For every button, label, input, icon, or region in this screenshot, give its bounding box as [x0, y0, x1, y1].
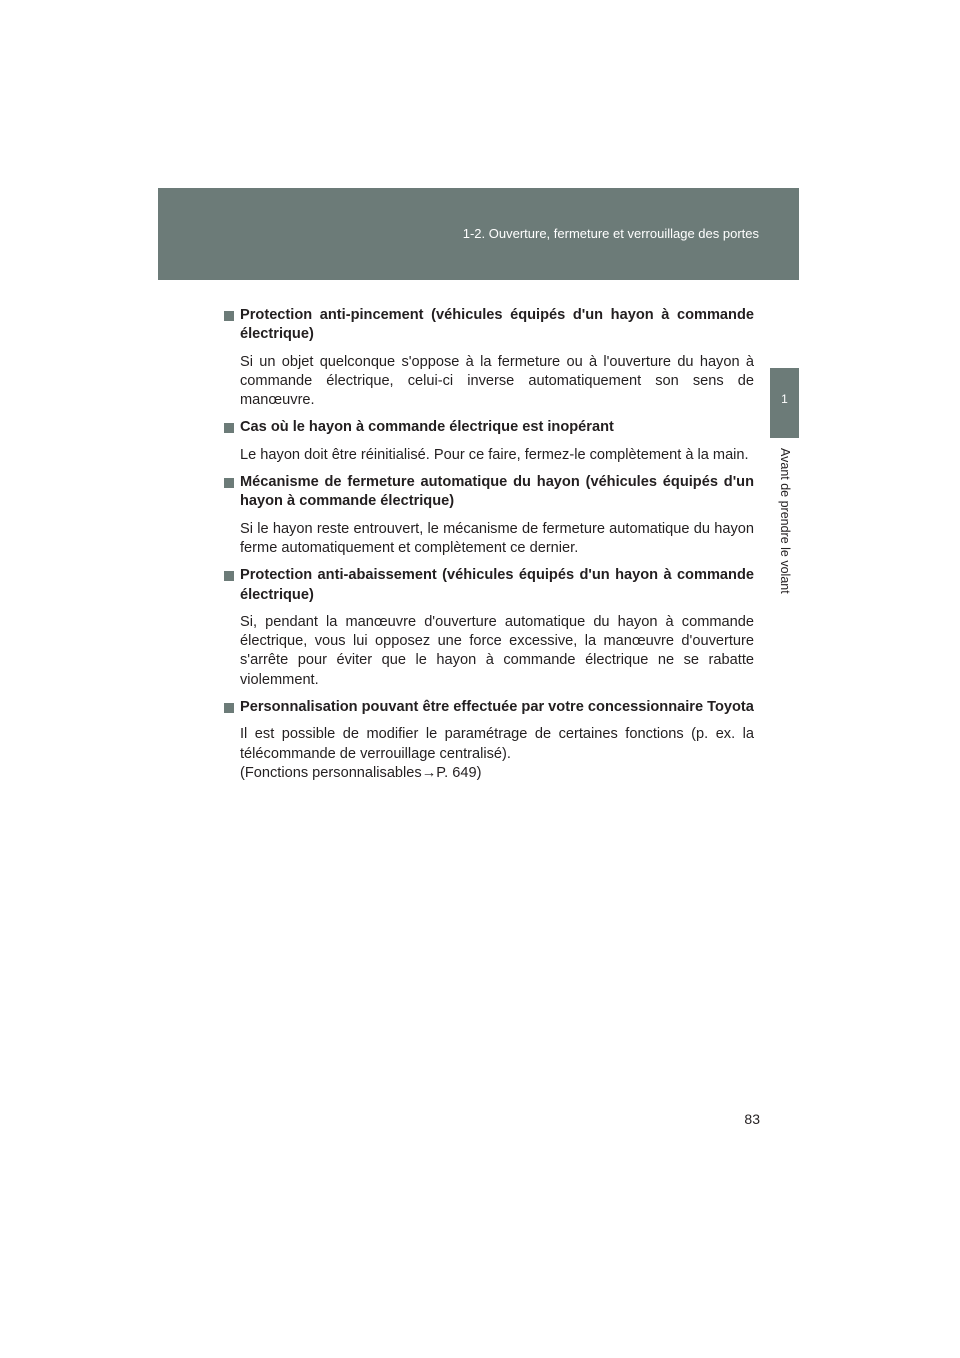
section-heading-text: Protection anti-pincement (véhicules équipés d'un hayon à commande électrique): [240, 307, 754, 343]
chapter-side-label-text: Avant de prendre le volant: [778, 448, 792, 594]
section-body: [224, 353, 754, 411]
section-heading-text: Cas où le hayon à commande électrique est inopérant: [240, 419, 614, 436]
square-bullet-icon: [224, 423, 234, 433]
section-body: [224, 613, 754, 690]
header-band: [158, 188, 799, 280]
section-customization: [224, 698, 754, 783]
section-anti-drop: [224, 566, 754, 690]
chapter-tab: [770, 368, 799, 438]
section-heading-text: Personnalisation pouvant être effectuée par votre concessionnaire Toyota: [240, 699, 754, 716]
section-body-text: Si, pendant la manœuvre d'ouverture automatique du hayon à commande électrique, vous lui opposez une force excessive, la manœuvre d'ouverture s'arrête pour éviter que le hayon à commande électrique ne se rabatte violemment.: [240, 613, 754, 688]
section-heading-text: Mécanisme de fermeture automatique du hayon (véhicules équipés d'un hayon à commande électrique): [240, 474, 754, 510]
chapter-title: 1-2. Ouverture, fermeture et verrouillage des portes: [462, 226, 759, 241]
square-bullet-icon: [224, 478, 234, 488]
page-reference: (Fonctions personnalisables→P. 649): [240, 764, 482, 781]
chapter-number: 1: [781, 392, 788, 406]
section-body: [224, 520, 754, 559]
section-heading: [224, 473, 754, 512]
section-heading-text: Protection anti-abaissement (véhicules équipés d'un hayon à commande électrique): [240, 567, 754, 603]
page-content: [224, 306, 754, 791]
square-bullet-icon: [224, 703, 234, 713]
section-auto-close: [224, 473, 754, 558]
chapter-side-label: [771, 448, 799, 618]
section-heading: [224, 418, 754, 437]
section-anti-pinch: [224, 306, 754, 410]
section-body: [224, 725, 754, 783]
section-body: [224, 446, 754, 465]
square-bullet-icon: [224, 311, 234, 321]
section-inoperative: [224, 418, 754, 465]
section-body-text: Si le hayon reste entrouvert, le mécanisme de fermeture automatique du hayon ferme automatiquement et complètement ce dernier.: [240, 520, 754, 556]
section-heading: [224, 698, 754, 717]
square-bullet-icon: [224, 571, 234, 581]
section-heading: [224, 306, 754, 345]
section-body-text: Il est possible de modifier le paramétrage de certaines fonctions (p. ex. la télécommande de verrouillage centralisé).: [240, 726, 754, 762]
section-body-text: Le hayon doit être réinitialisé. Pour ce faire, fermez-le complètement à la main.: [240, 446, 749, 463]
section-body-text: Si un objet quelconque s'oppose à la fermeture ou à l'ouverture du hayon à commande électrique, celui-ci inverse automatiquement son sens de manœuvre.: [240, 353, 754, 409]
page-number: 83: [744, 1111, 760, 1127]
section-heading: [224, 566, 754, 605]
